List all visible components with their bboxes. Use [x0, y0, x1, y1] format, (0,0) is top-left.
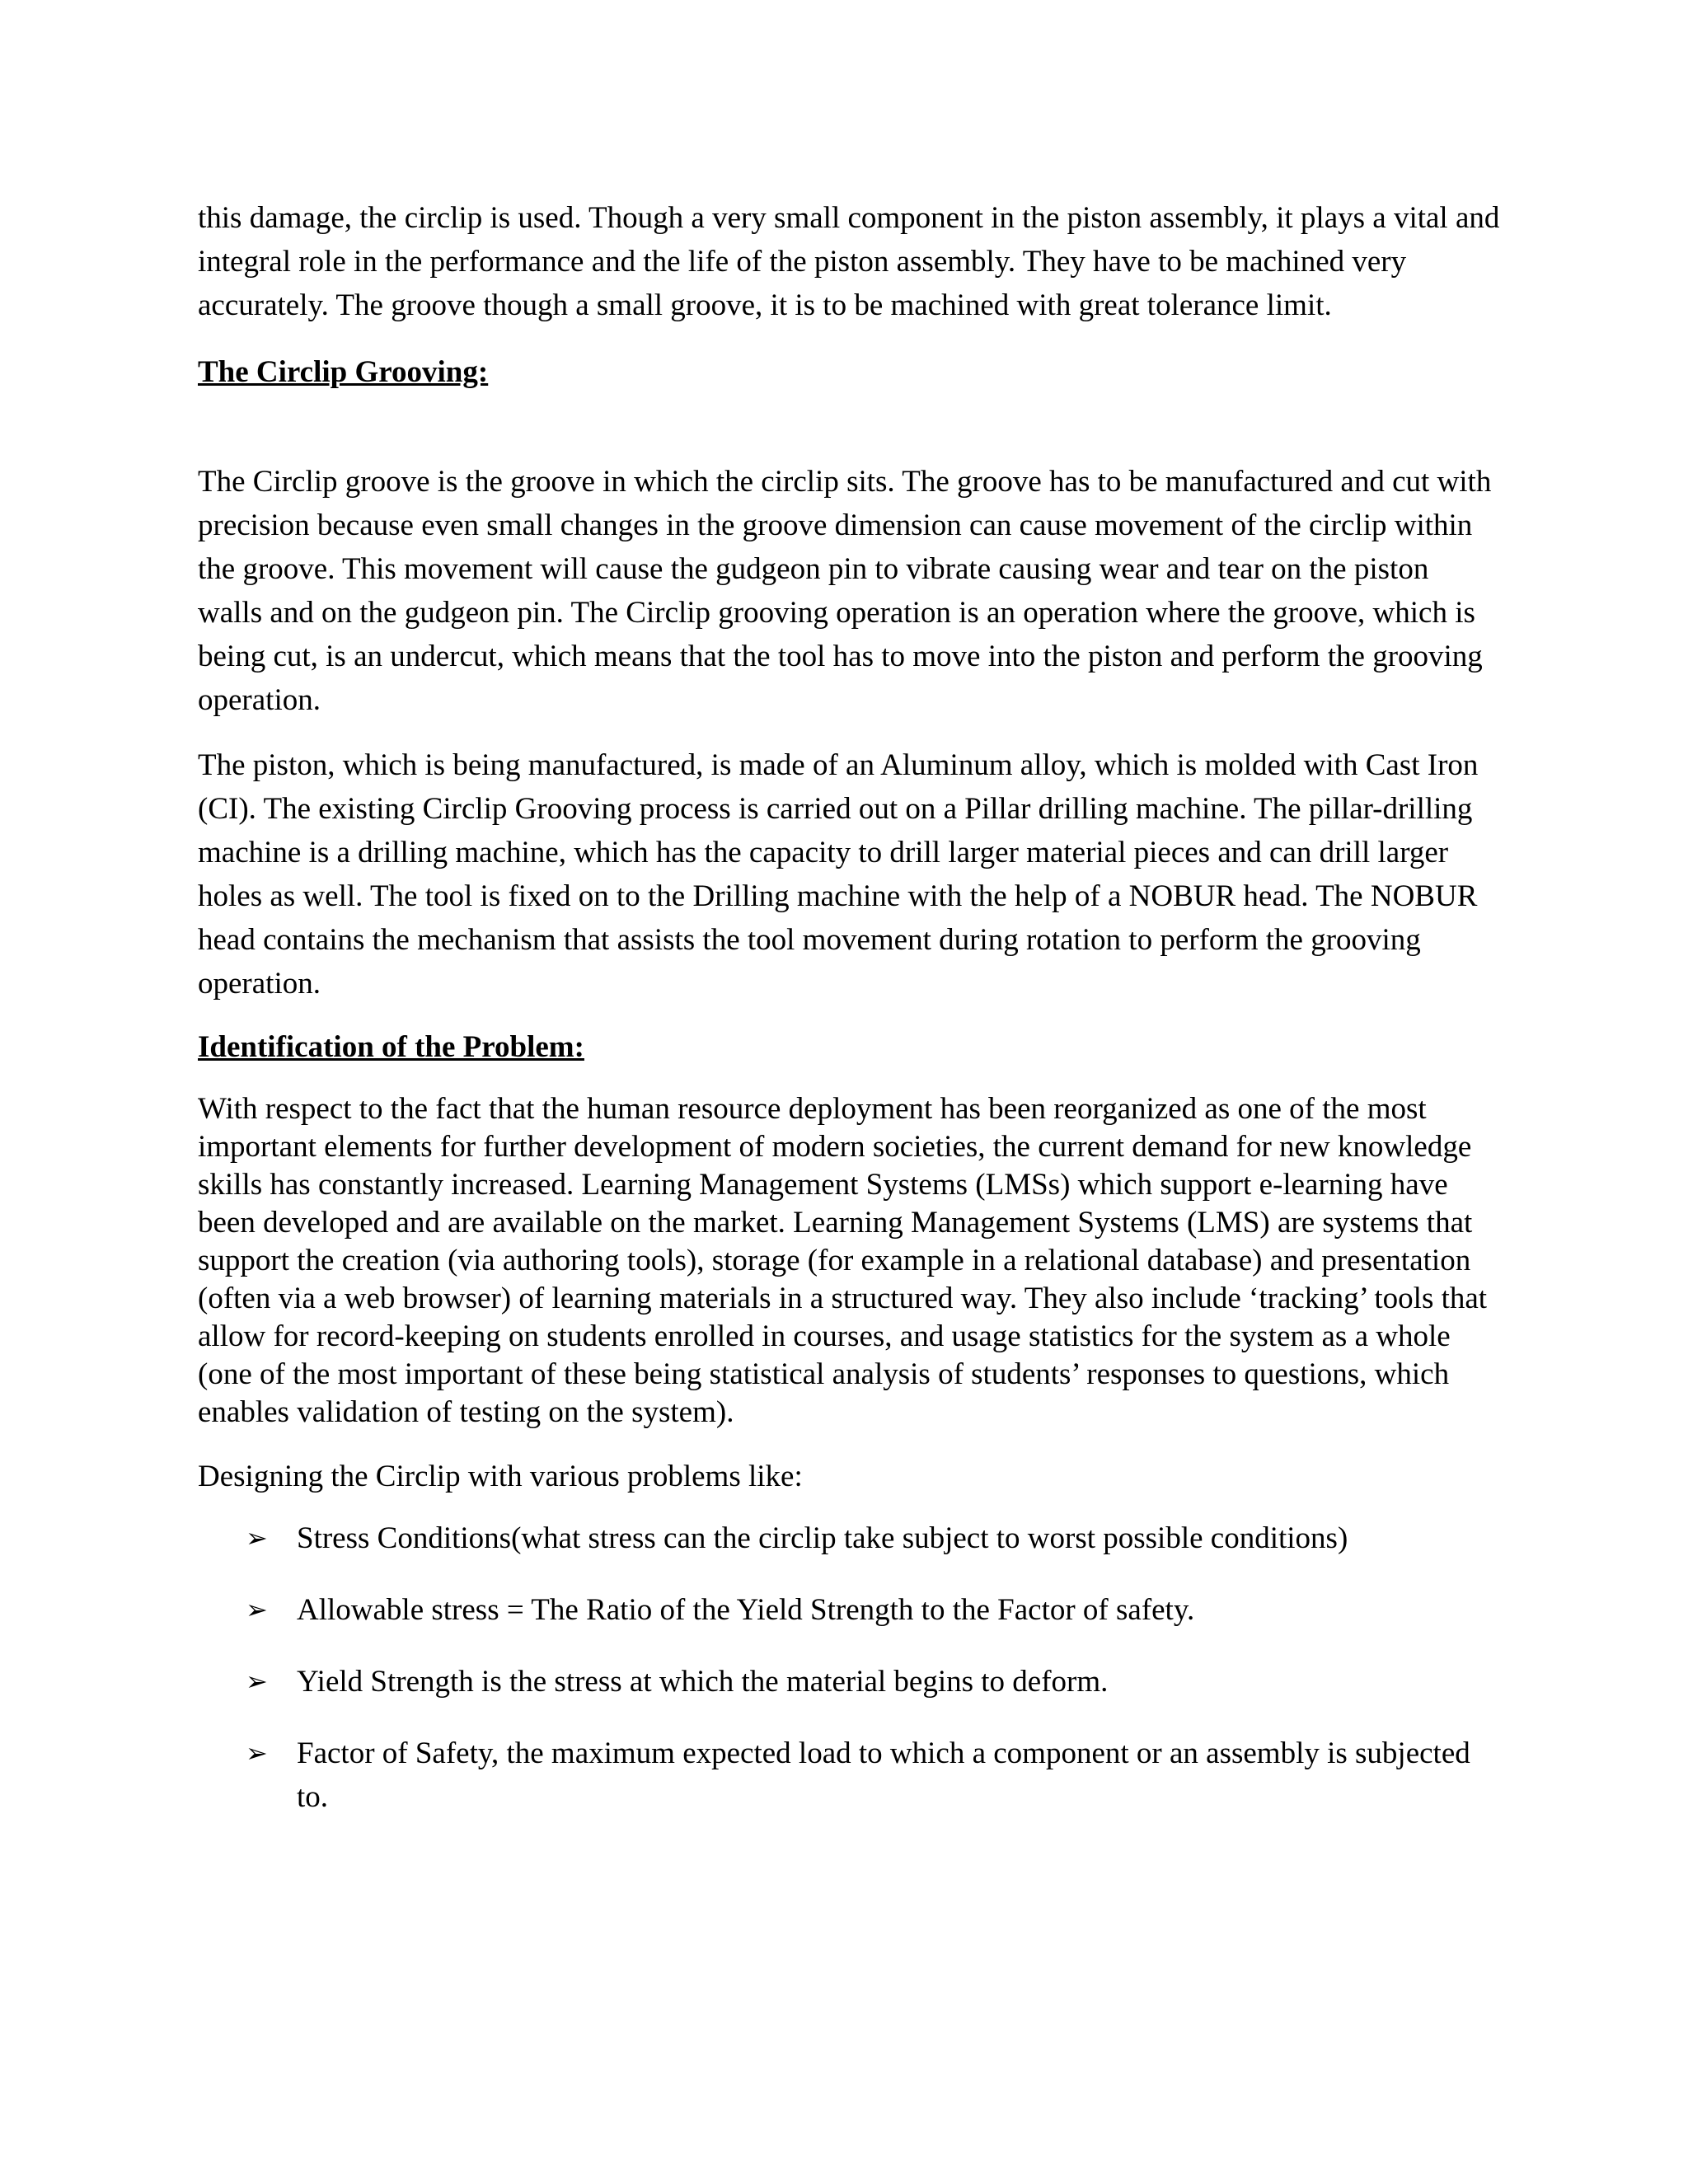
arrow-bullet-icon: ➢ [246, 1666, 268, 1697]
arrow-bullet-icon: ➢ [246, 1522, 268, 1554]
list-item [198, 1732, 1500, 1819]
list-item-text: Factor of Safety, the maximum expected load to which a component or an assembly is subjected to. [297, 1736, 1470, 1814]
paragraph-circlip-groove: The Circlip groove is the groove in which the circlip sits. The groove has to be manufactured and cut with precision because even small changes in the groove dimension can cause movement of the circlip within the groove. This movement will cause the gudgeon pin to vibrate causing wear and tear on the piston walls and on the gudgeon pin. The Circlip grooving operation is an operation where the groove, which is being cut, is an undercut, which means that the tool has to move into the piston and perform the grooving operation. [198, 465, 1492, 717]
heading-identification-of-problem: Identification of the Problem: [198, 1030, 584, 1064]
list-item [198, 1588, 1500, 1632]
paragraph-piston: The piston, which is being manufactured, is made of an Aluminum alloy, which is molded with Cast Iron (CI). The existing Circlip Grooving process is carried out on a Pillar drilling machine. The pillar-drilling machine is a drilling machine, which has the capacity to drill larger material pieces and can drill larger holes as well. The tool is fixed on to the Drilling machine with the help of a NOBUR head. The NOBUR head contains the mechanism that assists the tool movement during rotation to perform the grooving operation. [198, 748, 1479, 1001]
list-item [198, 1516, 1500, 1560]
problem-list [198, 1516, 1500, 1819]
list-item-text: Stress Conditions(what stress can the circlip take subject to worst possible conditions) [297, 1521, 1348, 1555]
document-page [198, 196, 1500, 1847]
paragraph-intro: this damage, the circlip is used. Though a very small component in the piston assembly, it plays a vital and integral role in the performance and the life of the piston assembly. They have to be machined very accurately. The groove though a small groove, it is to be machined with great tolerance limit. [198, 201, 1500, 322]
paragraph-design-intro: Designing the Circlip with various problems like: [198, 1460, 803, 1493]
list-item [198, 1660, 1500, 1704]
list-item-text: Yield Strength is the stress at which the material begins to deform. [297, 1665, 1109, 1699]
arrow-bullet-icon: ➢ [246, 1594, 268, 1625]
paragraph-lms: With respect to the fact that the human resource deployment has been reorganized as one of the most important elements for further development of modern societies, the current demand for new knowledge skills has constantly increased. Learning Management Systems (LMSs) which support e-learning have been developed and are available on the market. Learning Management Systems (LMS) are systems that support the creation (via authoring tools), storage (for example in a relational database) and presentation (often via a web browser) of learning materials in a structured way. They also include ‘tracking’ tools that allow for record-keeping on students enrolled in courses, and usage statistics for the system as a whole (one of the most important of these being statistical analysis of students’ responses to questions, which enables validation of testing on the system). [198, 1092, 1488, 1429]
arrow-bullet-icon: ➢ [246, 1737, 268, 1769]
list-item-text: Allowable stress = The Ratio of the Yield Strength to the Factor of safety. [297, 1593, 1195, 1627]
heading-circlip-grooving: The Circlip Grooving: [198, 355, 489, 389]
